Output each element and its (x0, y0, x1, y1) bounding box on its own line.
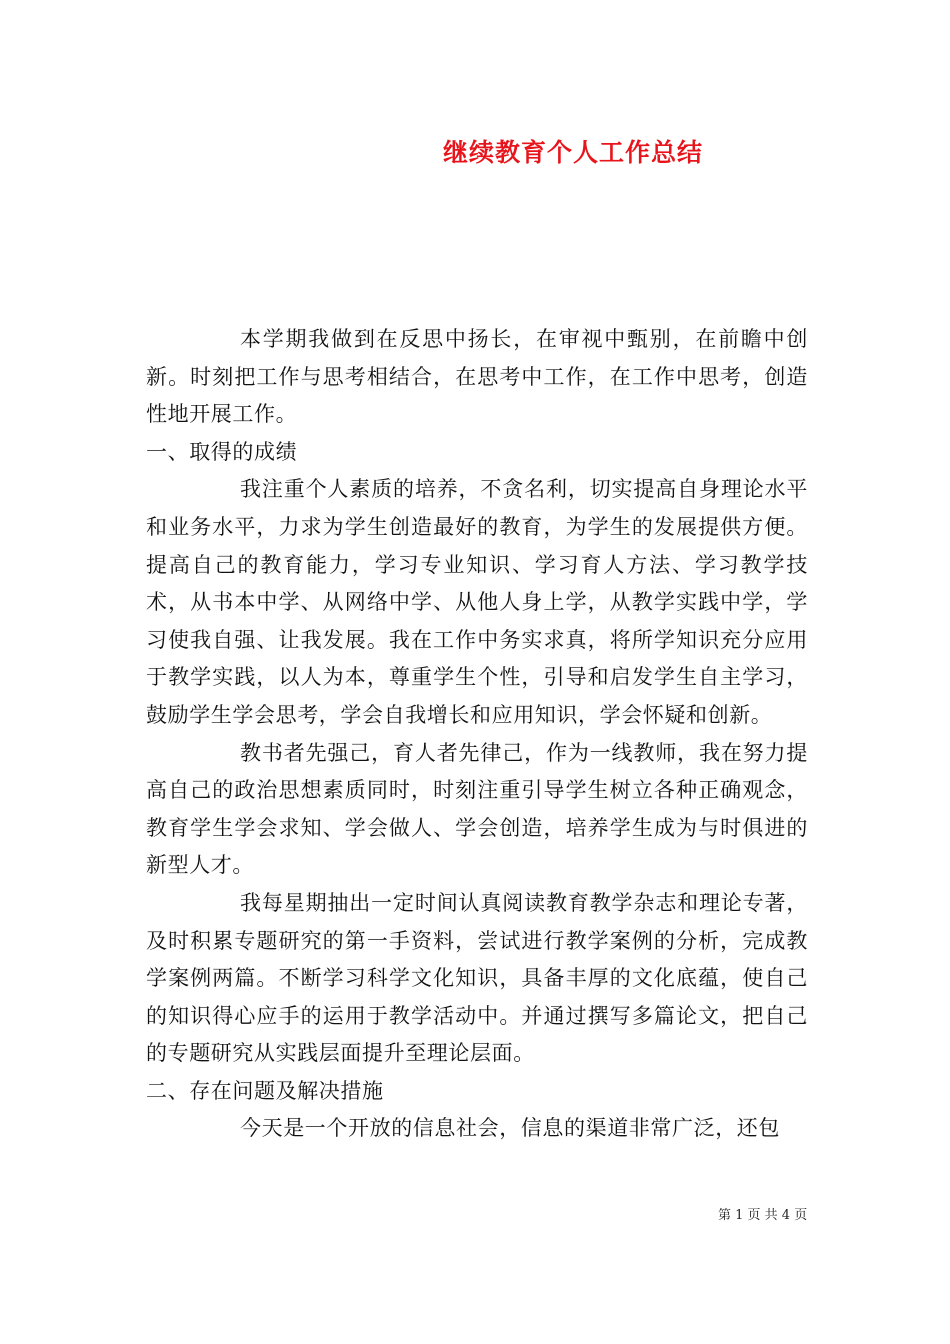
document-body (146, 321, 808, 1148)
paragraph-quality: 我注重个人素质的培养，不贪名利，切实提高自身理论水平和业务水平，力求为学生创造最好的教育，为学生的发展提供方便。提高自己的教育能力，学习专业知识、学习育人方法、学习教学技术，从书本中学、从网络中学、从他人身上学，从教学实践中学，学习使我自强、让我发展。我在工作中务实求真，将所学知识充分应用于教学实践，以人为本，尊重学生个性，引导和启发学生自主学习，鼓励学生学会思考，学会自我增长和应用知识，学会怀疑和创新。 (146, 477, 808, 727)
paragraph-information: 今天是一个开放的信息社会，信息的渠道非常广泛，还包 (240, 1116, 780, 1141)
page-number-footer: 第 1 页 共 4 页 (718, 1208, 808, 1223)
document-title: 继续教育个人工作总结 (442, 138, 703, 167)
paragraph-teacher: 教书者先强己，育人者先律己，作为一线教师，我在努力提高自己的政治思想素质同时，时刻注重引导学生树立各种正确观念，教育学生学会求知、学会做人、学会创造，培养学生成为与时俱进的新型人才。 (146, 740, 808, 878)
paragraph-intro: 本学期我做到在反思中扬长，在审视中甄别，在前瞻中创新。时刻把工作与思考相结合，在思考中工作，在工作中思考，创造性地开展工作。 (146, 327, 808, 427)
section-heading-problems: 二、存在问题及解决措施 (146, 1078, 384, 1103)
section-heading-achievements: 一、取得的成绩 (146, 439, 298, 464)
paragraph-reading: 我每星期抽出一定时间认真阅读教育教学杂志和理论专著，及时积累专题研究的第一手资料，尝试进行教学案例的分析，完成教学案例两篇。不断学习科学文化知识，具备丰厚的文化底蕴，使自己的知识得心应手的运用于教学活动中。并通过撰写多篇论文，把自己的专题研究从实践层面提升至理论层面。 (146, 890, 808, 1066)
